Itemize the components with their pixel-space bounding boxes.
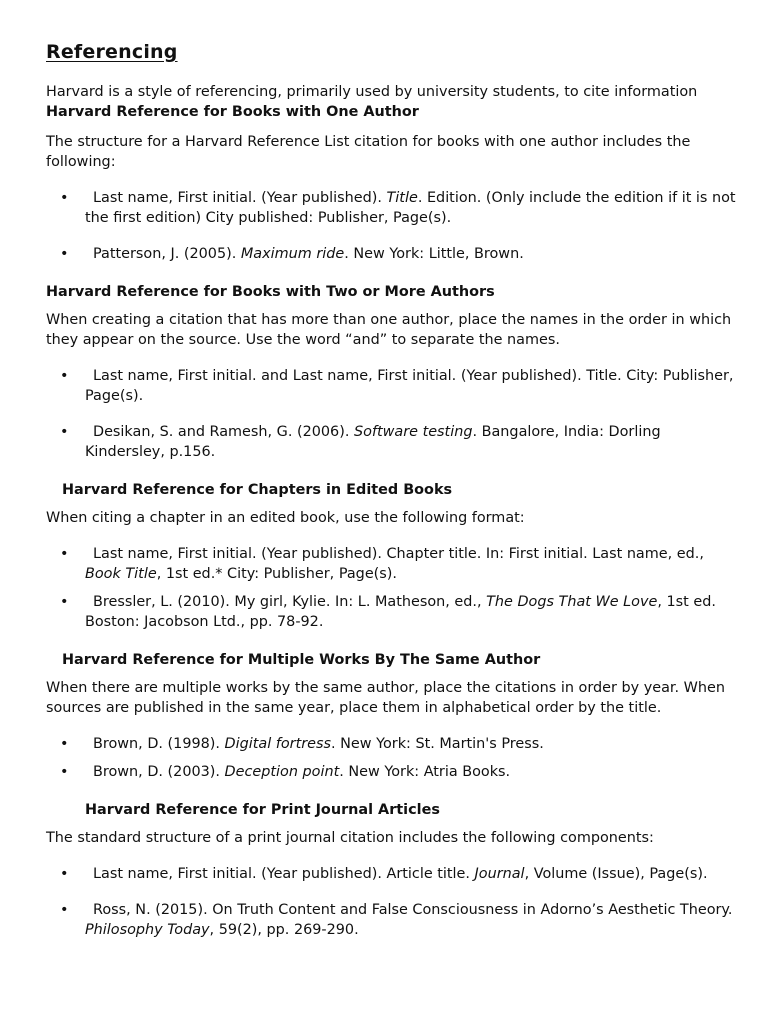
section-heading-edited-books: Harvard Reference for Chapters in Edited Books xyxy=(62,482,453,498)
document-page xyxy=(46,42,736,940)
page-title: Referencing xyxy=(46,41,178,63)
section-list-one-author xyxy=(46,188,736,264)
bullet-icon: • xyxy=(60,764,69,780)
section-list-edited-books xyxy=(46,544,736,632)
list-item: • Brown, D. (1998). Digital fortress. New York: St. Martin's Press. xyxy=(60,736,544,752)
bullet-icon: • xyxy=(60,736,69,752)
bullet-icon: • xyxy=(60,594,69,610)
section-heading-two-authors: Harvard Reference for Books with Two or More Authors xyxy=(46,284,495,300)
list-item: • Last name, First initial. and Last name, First initial. (Year published). Title. City: Publisher, Page(s). xyxy=(60,368,734,404)
section-list-same-author xyxy=(46,734,736,782)
intro-text: Harvard is a style of referencing, primarily used by university students, to cite information xyxy=(46,84,698,100)
section-list-two-authors xyxy=(46,366,736,462)
bullet-icon: • xyxy=(60,190,69,206)
section-desc-journal-articles: The standard structure of a print journal citation includes the following components: xyxy=(46,830,654,846)
list-item: • Patterson, J. (2005). Maximum ride. New York: Little, Brown. xyxy=(60,246,524,262)
section-heading-one-author: Harvard Reference for Books with One Author xyxy=(46,104,419,120)
section-desc-same-author: When there are multiple works by the same author, place the citations in order by year. When sources are published in the same year, place them in alphabetical order by the title. xyxy=(46,680,725,716)
section-desc-edited-books: When citing a chapter in an edited book, use the following format: xyxy=(46,510,525,526)
bullet-icon: • xyxy=(60,546,69,562)
list-item: • Brown, D. (2003). Deception point. New York: Atria Books. xyxy=(60,764,511,780)
section-heading-same-author: Harvard Reference for Multiple Works By The Same Author xyxy=(62,652,541,668)
list-item: • Bressler, L. (2010). My girl, Kylie. In: L. Matheson, ed., The Dogs That We Love, 1st ed. Boston: Jacobson Ltd., pp. 78-92. xyxy=(60,594,716,630)
bullet-icon: • xyxy=(60,866,69,882)
bullet-icon: • xyxy=(60,902,69,918)
list-item: • Ross, N. (2015). On Truth Content and False Consciousness in Adorno’s Aesthetic Theory. Philosophy Today, 59(2), pp. 269-290. xyxy=(60,902,733,938)
list-item: • Last name, First initial. (Year published). Title. Edition. (Only include the edition if it is not the first edition) City published: Publisher, Page(s). xyxy=(60,190,736,226)
bullet-icon: • xyxy=(60,424,69,440)
bullet-icon: • xyxy=(60,368,69,384)
bullet-icon: • xyxy=(60,246,69,262)
section-list-journal-articles xyxy=(46,864,736,940)
list-item: • Last name, First initial. (Year published). Article title. Journal, Volume (Issue), Page(s). xyxy=(60,866,708,882)
list-item: • Desikan, S. and Ramesh, G. (2006). Software testing. Bangalore, India: Dorling Kindersley, p.156. xyxy=(60,424,661,460)
section-heading-journal-articles: Harvard Reference for Print Journal Articles xyxy=(85,802,440,818)
section-desc-two-authors: When creating a citation that has more than one author, place the names in the order in which they appear on the source. Use the word “and” to separate the names. xyxy=(46,312,732,348)
list-item: • Last name, First initial. (Year published). Chapter title. In: First initial. Last name, ed., Book Title, 1st ed.* City: Publisher, Page(s). xyxy=(60,546,704,582)
section-desc-one-author: The structure for a Harvard Reference List citation for books with one author includes the following: xyxy=(46,134,691,170)
